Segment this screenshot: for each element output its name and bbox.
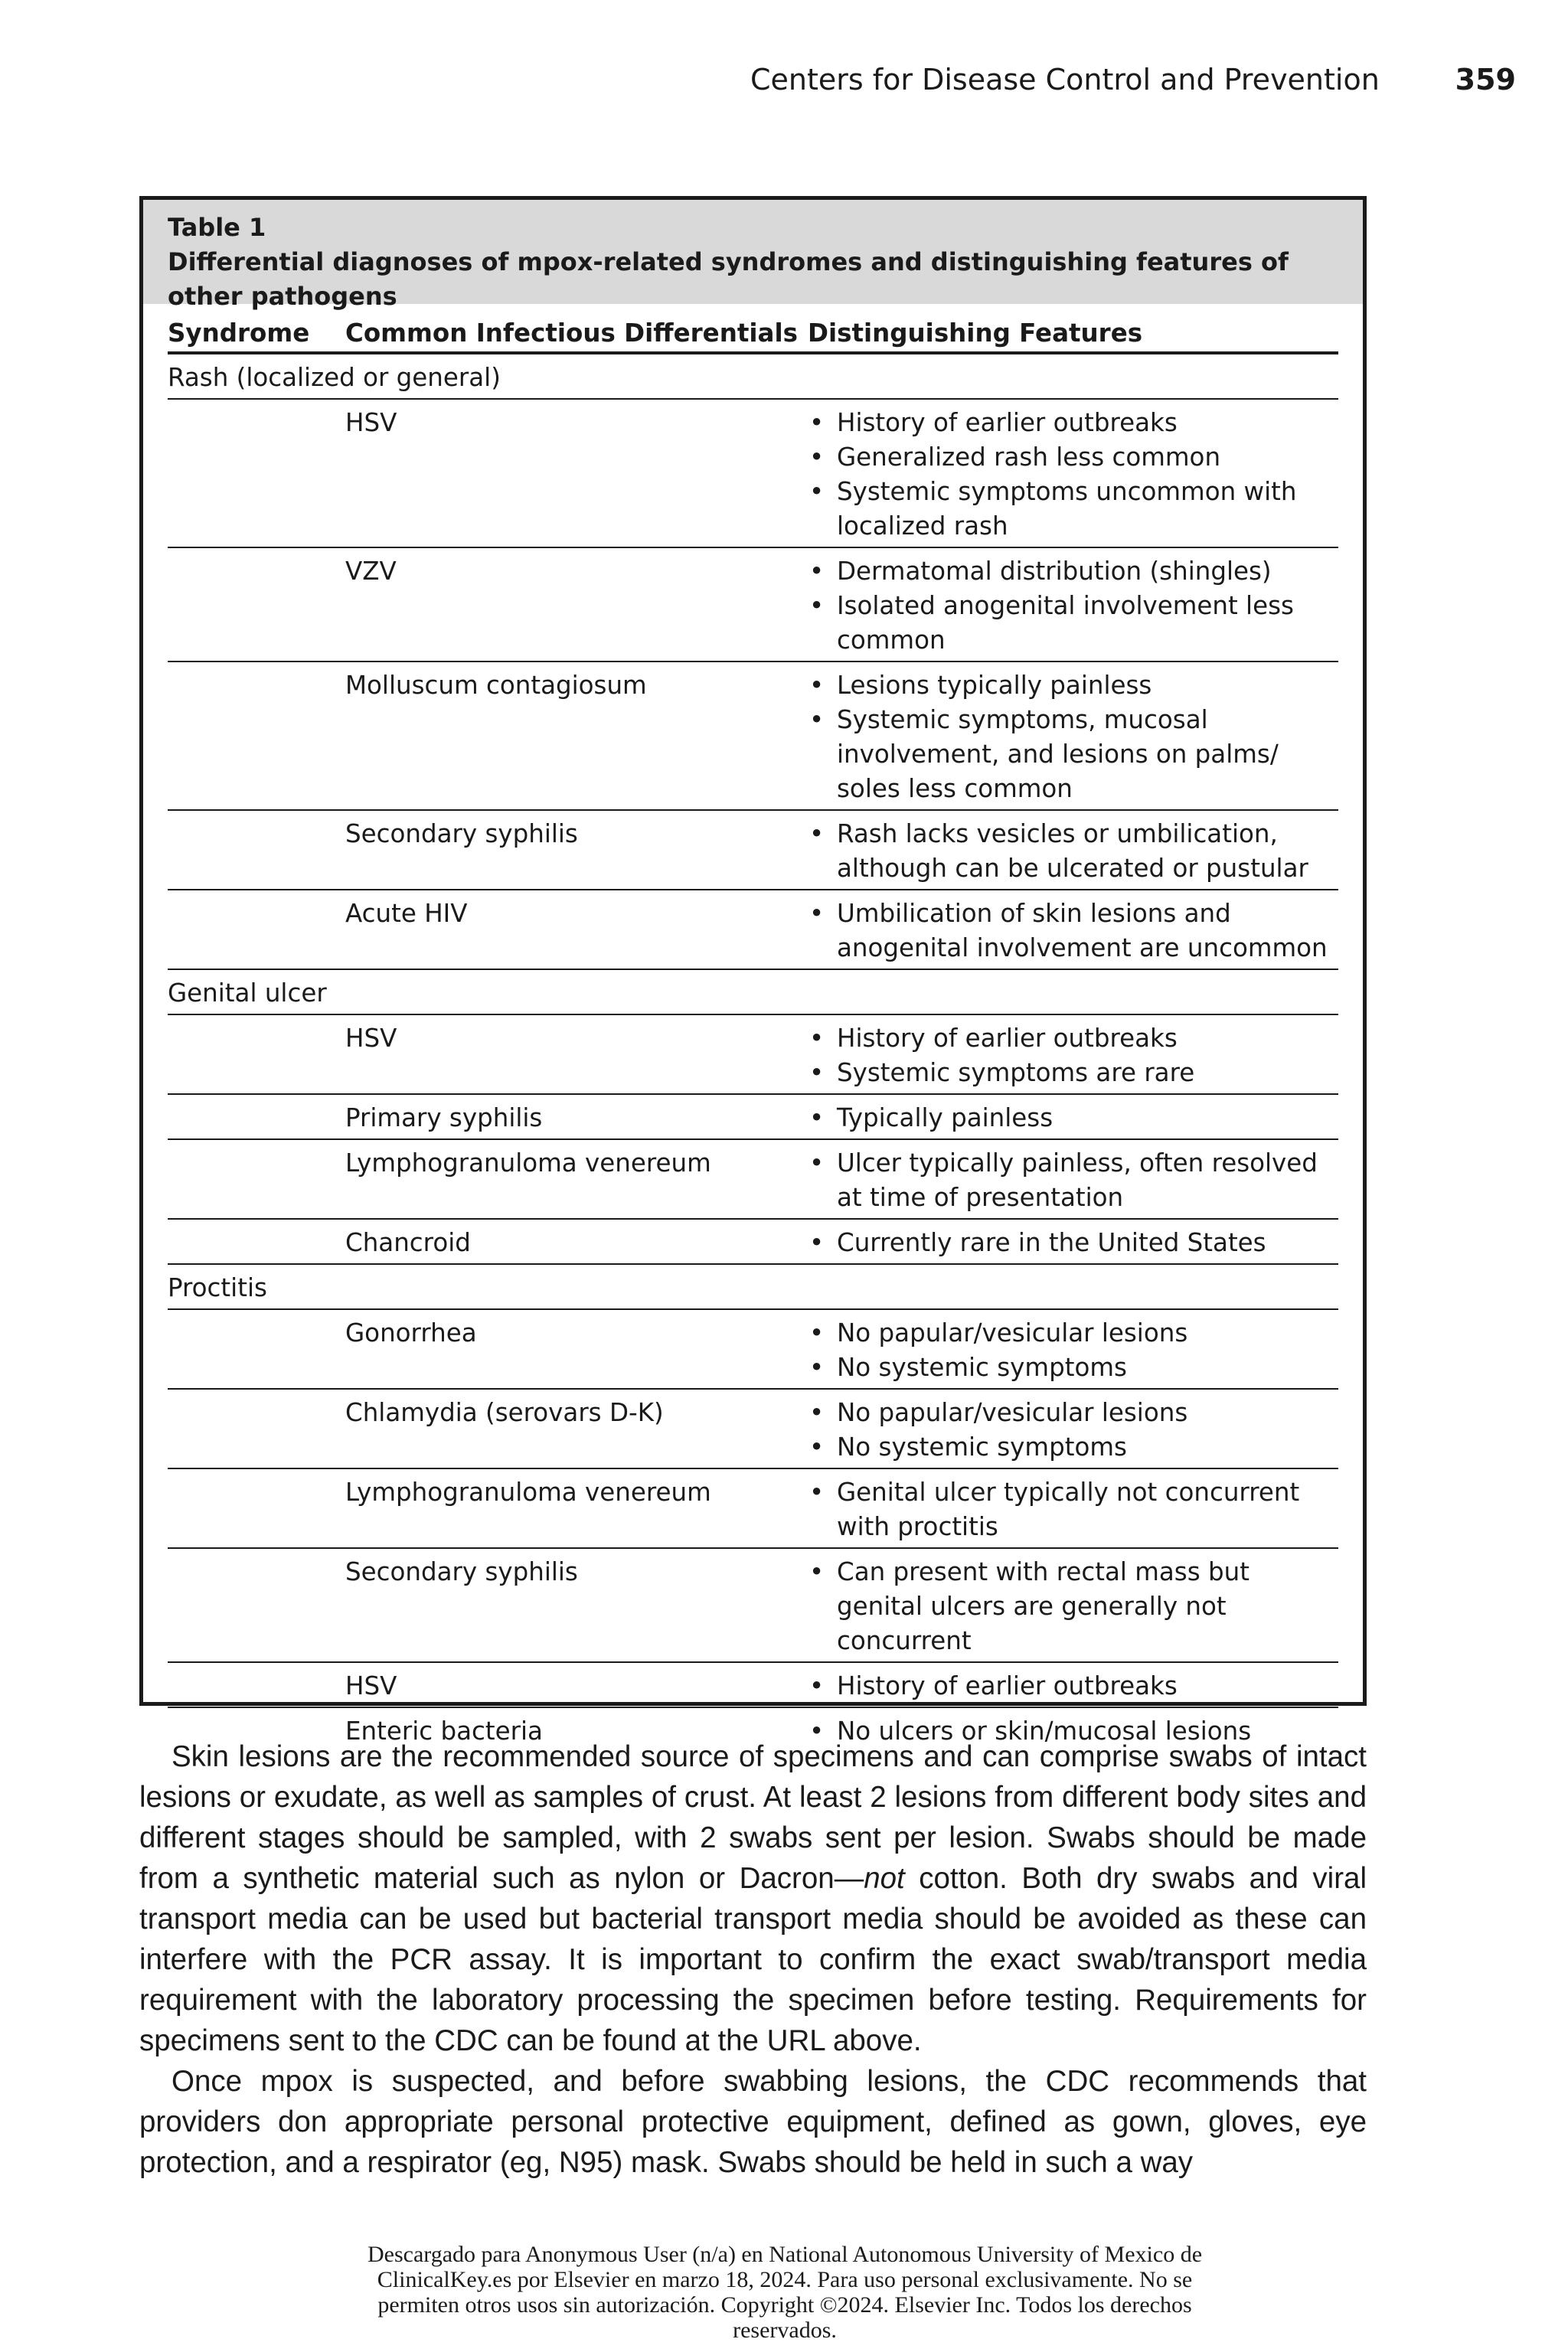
feature-item: • No papular/vesicular lesions [808,1396,1338,1430]
table-row [168,890,1338,969]
table-grid [168,304,1338,1752]
running-head [750,63,1516,109]
features-cell [808,1309,1338,1389]
pathogen-cell: Lymphogranuloma venereum [345,1139,808,1219]
download-notice [253,2242,1317,2343]
feature-item: • Isolated anogenital involvement less common [808,589,1338,658]
features-cell [808,1548,1338,1662]
pathogen-cell: VZV [345,547,808,662]
features-cell [808,547,1338,662]
table-row [168,1094,1338,1139]
header-features: Distinguishing Features [808,304,1338,353]
feature-item: • Currently rare in the United States [808,1226,1338,1260]
feature-item: • Rash lacks vesicles or umbilication, although can be ulcerated or pustular [808,817,1338,886]
features-cell [808,662,1338,810]
differential-diagnoses-table [139,196,1367,1746]
feature-item: • Systemic symptoms are rare [808,1056,1338,1090]
feature-item: • History of earlier outbreaks [808,1021,1338,1056]
features-cell [808,1468,1338,1548]
body-text [139,1736,1367,2183]
group-row-proctitis [168,1264,1338,1309]
feature-item: • History of earlier outbreaks [808,1669,1338,1704]
paragraph-text: cotton. Both dry swabs and viral transport media can be used but bacterial transport media should be avoided as these can interfere with the PCR assay. It is important to confirm the exact swab/transport media requirement with the laboratory processing the specimen before testing. Requirements for specimens sent to the CDC can be found at the URL above. [139,1862,1367,2057]
features-cell [808,810,1338,890]
feature-item: • Generalized rash less common [808,440,1338,475]
journal-title: Centers for Disease Control and Prevention [750,63,1380,96]
header-syndrome: Syndrome [168,304,345,353]
paragraph-text: Skin lesions are the recommended source of specimens and can comprise swabs of intact lesions or exudate, as well as samples of crust. At least 2 lesions from different body sites and different stages should be sampled, with 2 swabs sent per lesion. Swabs should be made from a synthetic material such as nylon or Dacron— [139,1740,1367,1895]
table-row [168,1548,1338,1662]
pathogen-cell: HSV [345,399,808,547]
pathogen-cell: Lymphogranuloma venereum [345,1468,808,1548]
notice-line: reservados. [733,2318,837,2343]
syndrome-label: Proctitis [168,1264,1338,1309]
feature-item: • Lesions typically painless [808,668,1338,703]
notice-line: permiten otros usos sin autorización. Copyright ©2024. Elsevier Inc. Todos los derechos [377,2292,1192,2318]
notice-line: Descargado para Anonymous User (n/a) en National Autonomous University of Mexico de [367,2242,1203,2267]
feature-item: • Dermatomal distribution (shingles) [808,554,1338,589]
feature-item: • No systemic symptoms [808,1351,1338,1385]
table-row [168,1662,1338,1707]
syndrome-label: Genital ulcer [168,969,1338,1014]
table-row [168,662,1338,810]
pathogen-cell: Chlamydia (serovars D-K) [345,1389,808,1468]
table-row [168,547,1338,662]
feature-item: • Can present with rectal mass but genital ulcers are generally not concurrent [808,1555,1338,1658]
features-cell [808,890,1338,969]
table-row [168,1139,1338,1219]
table-caption [143,200,1363,311]
table-row [168,399,1338,547]
pathogen-cell: Gonorrhea [345,1309,808,1389]
pathogen-cell: Acute HIV [345,890,808,969]
notice-line: ClinicalKey.es por Elsevier en marzo 18, 2024. Para uso personal exclusivamente. No se [377,2267,1193,2292]
feature-item: • Ulcer typically painless, often resolved at time of presentation [808,1146,1338,1215]
pathogen-cell: Molluscum contagiosum [345,662,808,810]
feature-item: • No ulcers or skin/mucosal lesions [808,1714,1338,1749]
table-row [168,1309,1338,1389]
table-row [168,1468,1338,1548]
pathogen-cell: Chancroid [345,1219,808,1264]
feature-item: • No systemic symptoms [808,1430,1338,1465]
table-title: Differential diagnoses of mpox-related syndromes and distinguishing features of other pathogens [168,247,1289,311]
table-number: Table 1 [168,213,266,242]
group-row-genital-ulcer [168,969,1338,1014]
feature-item: • History of earlier outbreaks [808,406,1338,440]
features-cell [808,1139,1338,1219]
feature-item: • Systemic symptoms, mucosal involvement, and lesions on palms/ soles less common [808,703,1338,806]
pathogen-cell: HSV [345,1662,808,1707]
table-row [168,1014,1338,1094]
table-row [168,810,1338,890]
pathogen-cell: HSV [345,1014,808,1094]
paragraph-ppe: Once mpox is suspected, and before swabbing lesions, the CDC recommends that providers don appropriate personal protective equipment, defined as gown, gloves, eye protection, and a respirator (eg, N95) mask. Swabs should be held in such a way [139,2065,1367,2179]
features-cell [808,1389,1338,1468]
emphasis-not: not [864,1862,905,1895]
features-cell [808,399,1338,547]
feature-item: • Systemic symptoms uncommon with localized rash [808,475,1338,544]
pathogen-cell: Primary syphilis [345,1094,808,1139]
group-row-rash [168,353,1338,399]
features-cell [808,1662,1338,1707]
features-cell [808,1094,1338,1139]
table-row [168,1219,1338,1264]
table-row [168,1389,1338,1468]
features-cell [808,1219,1338,1264]
feature-item: • Typically painless [808,1101,1338,1135]
feature-item: • Umbilication of skin lesions and anogenital involvement are uncommon [808,897,1338,965]
page-number: 359 [1455,63,1516,96]
syndrome-label: Rash (localized or general) [168,353,1338,399]
features-cell [808,1014,1338,1094]
pathogen-cell: Secondary syphilis [345,1548,808,1662]
feature-item: • No papular/vesicular lesions [808,1316,1338,1351]
paragraph-specimens [139,1736,1367,2061]
header-differentials: Common Infectious Differentials [345,304,808,353]
feature-item: • Genital ulcer typically not concurrent with proctitis [808,1475,1338,1544]
pathogen-cell: Secondary syphilis [345,810,808,890]
pathogen-cell: Enteric bacteria [345,1717,543,1746]
